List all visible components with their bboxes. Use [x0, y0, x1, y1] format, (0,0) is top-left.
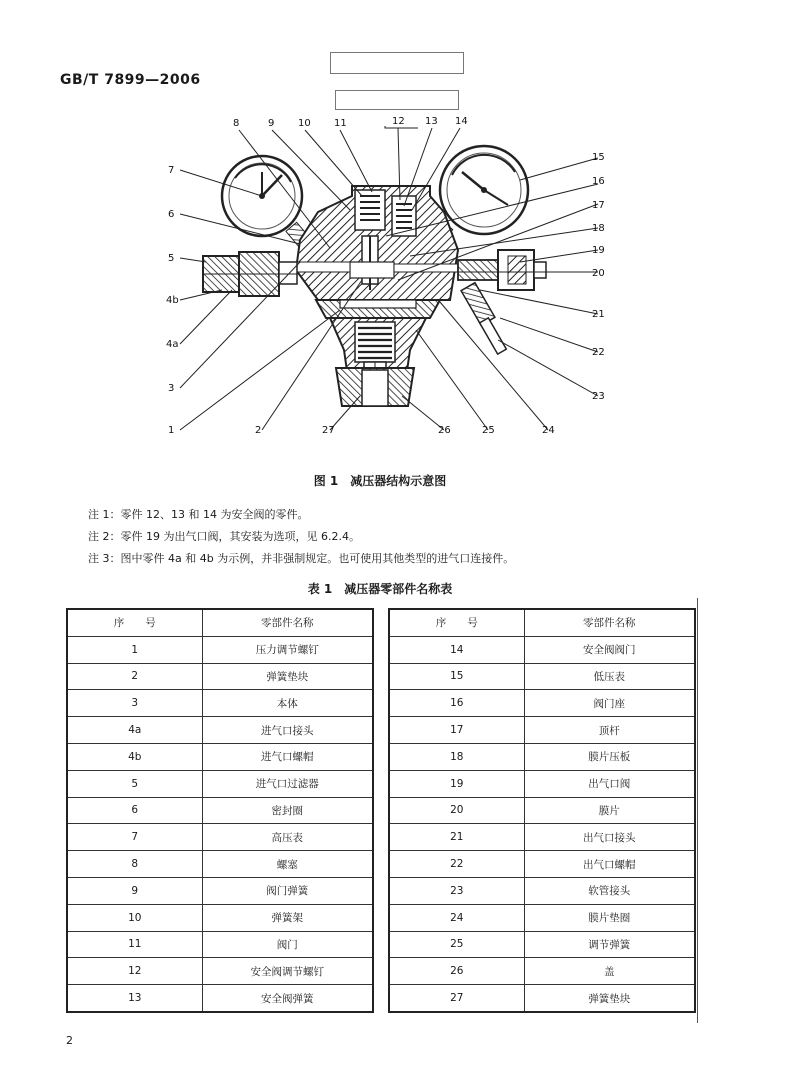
- table-row: [67, 797, 373, 824]
- parts-table-wrapper: [66, 608, 696, 1013]
- table-row: [389, 931, 695, 958]
- table-row: [389, 958, 695, 985]
- part-number: 22: [389, 851, 524, 878]
- part-number: 24: [389, 904, 524, 931]
- table-row: [389, 797, 695, 824]
- part-name: 软管接头: [524, 877, 695, 904]
- part-name: 调节弹簧: [524, 931, 695, 958]
- table-row: [389, 717, 695, 744]
- part-name: 进气口接头: [202, 717, 373, 744]
- part-name: 盖: [524, 958, 695, 985]
- table-row: [389, 743, 695, 770]
- table-row: [67, 904, 373, 931]
- part-name: 进气口螺帽: [202, 743, 373, 770]
- column-header-name: 零部件名称: [202, 609, 373, 636]
- standard-code: GB/T 7899—2006: [60, 72, 201, 88]
- part-number: 15: [389, 663, 524, 690]
- callout-9: 9: [268, 118, 275, 129]
- table-row: [389, 663, 695, 690]
- part-name: 膜片垫圈: [524, 904, 695, 931]
- table-row: [389, 770, 695, 797]
- callout-13: 13: [425, 116, 438, 127]
- table-row: [389, 985, 695, 1012]
- callout-27: 27: [322, 425, 335, 436]
- callout-26: 26: [438, 425, 451, 436]
- part-name: 弹簧垫块: [524, 985, 695, 1012]
- part-number: 12: [67, 958, 202, 985]
- column-header-name: 零部件名称: [524, 609, 695, 636]
- callout-1: 1: [168, 425, 175, 436]
- callout-17: 17: [592, 200, 605, 211]
- callout-6: 6: [168, 209, 175, 220]
- table-row: [389, 904, 695, 931]
- callout-3: 3: [168, 383, 175, 394]
- note-1: 注 1：零件 12、13 和 14 为安全阀的零件。: [88, 508, 309, 521]
- callout-15: 15: [592, 152, 605, 163]
- part-name: 压力调节螺钉: [202, 636, 373, 663]
- callout-18: 18: [592, 223, 605, 234]
- callout-5: 5: [168, 253, 175, 264]
- part-number: 8: [67, 851, 202, 878]
- table-row: [67, 877, 373, 904]
- callout-21: 21: [592, 309, 605, 320]
- part-name: 本体: [202, 690, 373, 717]
- column-header-number: 序 号: [67, 609, 202, 636]
- part-number: 27: [389, 985, 524, 1012]
- callout-20: 20: [592, 268, 605, 279]
- table-row: [389, 851, 695, 878]
- note-2: 注 2：零件 19 为出气口阀，其安装为选项，见 6.2.4。: [88, 530, 360, 543]
- part-name: 螺塞: [202, 851, 373, 878]
- page-number: 2: [66, 1034, 73, 1047]
- part-name: 阀门弹簧: [202, 877, 373, 904]
- regulator-body: [290, 186, 458, 300]
- parts-table-right: [388, 608, 696, 1013]
- part-name: 弹簧垫块: [202, 663, 373, 690]
- part-number: 13: [67, 985, 202, 1012]
- callout-24: 24: [542, 425, 555, 436]
- part-number: 16: [389, 690, 524, 717]
- part-name: 出气口螺帽: [524, 851, 695, 878]
- part-number: 19: [389, 770, 524, 797]
- callout-11: 11: [334, 118, 347, 129]
- part-number: 10: [67, 904, 202, 931]
- inlet-fitting: [203, 252, 297, 296]
- table-row: [67, 663, 373, 690]
- table-row: [389, 636, 695, 663]
- part-name: 膜片: [524, 797, 695, 824]
- table-caption: 表 1 减压器零部件名称表: [307, 582, 453, 596]
- parts-table-left: [66, 608, 374, 1013]
- table-row: [389, 877, 695, 904]
- part-number: 26: [389, 958, 524, 985]
- part-number: 4b: [67, 743, 202, 770]
- table-row: [67, 931, 373, 958]
- table-row: [389, 824, 695, 851]
- callout-19: 19: [592, 245, 605, 256]
- part-name: 阀门: [202, 931, 373, 958]
- part-number: 1: [67, 636, 202, 663]
- part-number: 20: [389, 797, 524, 824]
- table-row: [67, 851, 373, 878]
- table-row: [67, 958, 373, 985]
- part-name: 进气口过滤器: [202, 770, 373, 797]
- part-number: 25: [389, 931, 524, 958]
- column-header-number: 序 号: [389, 609, 524, 636]
- part-name: 高压表: [202, 824, 373, 851]
- callout-16: 16: [592, 176, 605, 187]
- callout-23: 23: [592, 391, 605, 402]
- part-number: 2: [67, 663, 202, 690]
- table-row: [67, 636, 373, 663]
- part-number: 7: [67, 824, 202, 851]
- table-row: [389, 690, 695, 717]
- part-number: 9: [67, 877, 202, 904]
- callout-7: 7: [168, 165, 175, 176]
- note-3: 注 3：图中零件 4a 和 4b 为示例，并非强制规定。也可使用其他类型的进气口连接件。: [88, 552, 515, 565]
- part-number: 18: [389, 743, 524, 770]
- diaphragm-assembly: [316, 300, 440, 406]
- callout-4a: 4a: [166, 339, 179, 350]
- part-name: 安全阀弹簧: [202, 985, 373, 1012]
- part-number: 14: [389, 636, 524, 663]
- pressure-regulator-diagram: [0, 0, 800, 470]
- part-name: 低压表: [524, 663, 695, 690]
- part-number: 3: [67, 690, 202, 717]
- part-number: 5: [67, 770, 202, 797]
- part-name: 安全阀阀门: [524, 636, 695, 663]
- part-name: 阀门座: [524, 690, 695, 717]
- part-name: 安全阀调节螺钉: [202, 958, 373, 985]
- table-row: [67, 985, 373, 1012]
- part-number: 11: [67, 931, 202, 958]
- table-row: [67, 743, 373, 770]
- table-edge-rule: [697, 598, 698, 1023]
- part-name: 膜片压板: [524, 743, 695, 770]
- part-name: 顶杆: [524, 717, 695, 744]
- figure-caption: 图 1 减压器结构示意图: [313, 474, 447, 488]
- table-row: [67, 824, 373, 851]
- callout-8: 8: [233, 118, 240, 129]
- part-name: 密封圈: [202, 797, 373, 824]
- callout-25: 25: [482, 425, 495, 436]
- callout-12: 12: [392, 116, 405, 127]
- part-name: 出气口阀: [524, 770, 695, 797]
- callout-10: 10: [298, 118, 311, 129]
- part-number: 23: [389, 877, 524, 904]
- callout-22: 22: [592, 347, 605, 358]
- callout-2: 2: [255, 425, 262, 436]
- table-row: [67, 717, 373, 744]
- part-number: 6: [67, 797, 202, 824]
- part-number: 17: [389, 717, 524, 744]
- part-number: 4a: [67, 717, 202, 744]
- callout-4b: 4b: [166, 295, 179, 306]
- part-name: 出气口接头: [524, 824, 695, 851]
- callout-14: 14: [455, 116, 468, 127]
- part-name: 弹簧架: [202, 904, 373, 931]
- table-row: [67, 690, 373, 717]
- table-row: [67, 770, 373, 797]
- part-number: 21: [389, 824, 524, 851]
